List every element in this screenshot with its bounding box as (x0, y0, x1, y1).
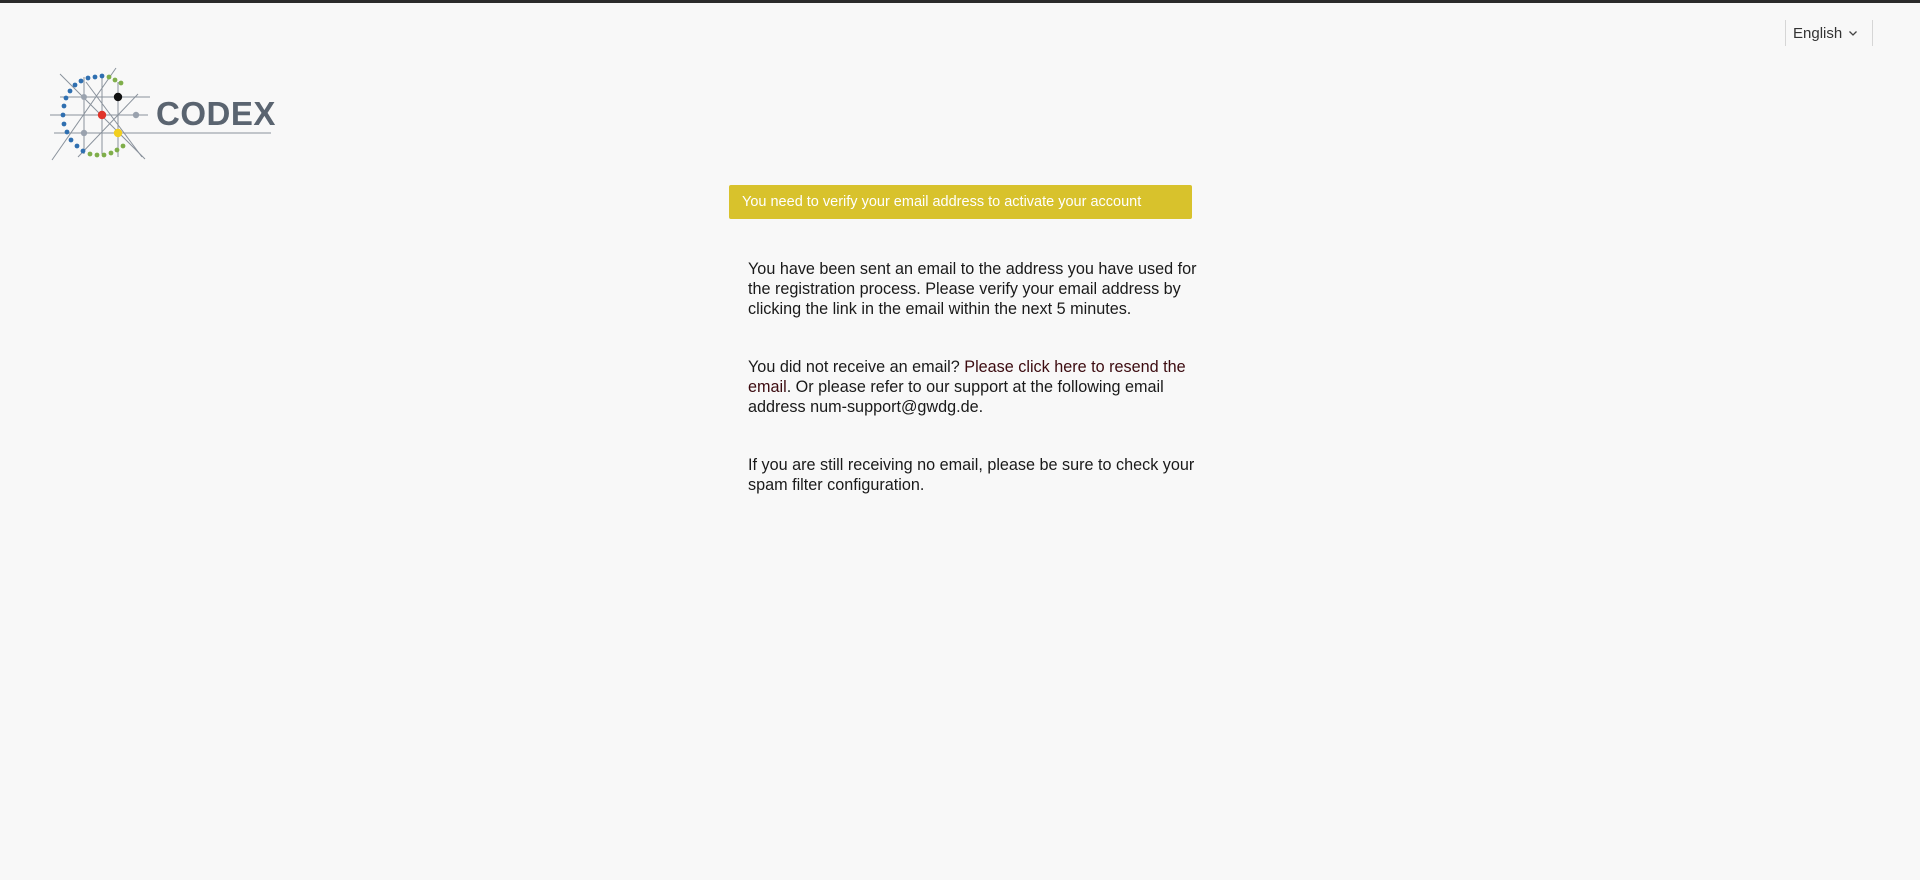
alert-text: You need to verify your email address to activate your account (742, 194, 1142, 210)
instructions-content (748, 259, 1198, 533)
chevron-down-icon (1848, 28, 1858, 38)
language-select-label: English (1793, 24, 1843, 42)
instruction-paragraph-sent: You have been sent an email to the address you have used for the registration process. Please verify your email address by clicking the link in the email within the next 5 minutes. (748, 260, 1197, 318)
top-border (0, 0, 1920, 3)
resend-email-link[interactable]: Please click here to resend the email (748, 358, 1186, 396)
instruction-paragraph-resend (748, 357, 1198, 417)
instruction-paragraph-spam: If you are still receiving no email, please be sure to check your spam filter configuration. (748, 456, 1195, 494)
resend-suffix-text: . Or please refer to our support at the following email address num-support@gwdg.de. (748, 378, 1164, 416)
resend-prefix-text: You did not receive an email? (748, 358, 965, 376)
codex-logo (50, 62, 280, 167)
logo-text: CODEX (156, 95, 276, 132)
language-select[interactable] (1785, 20, 1873, 46)
verify-email-alert (729, 185, 1192, 219)
